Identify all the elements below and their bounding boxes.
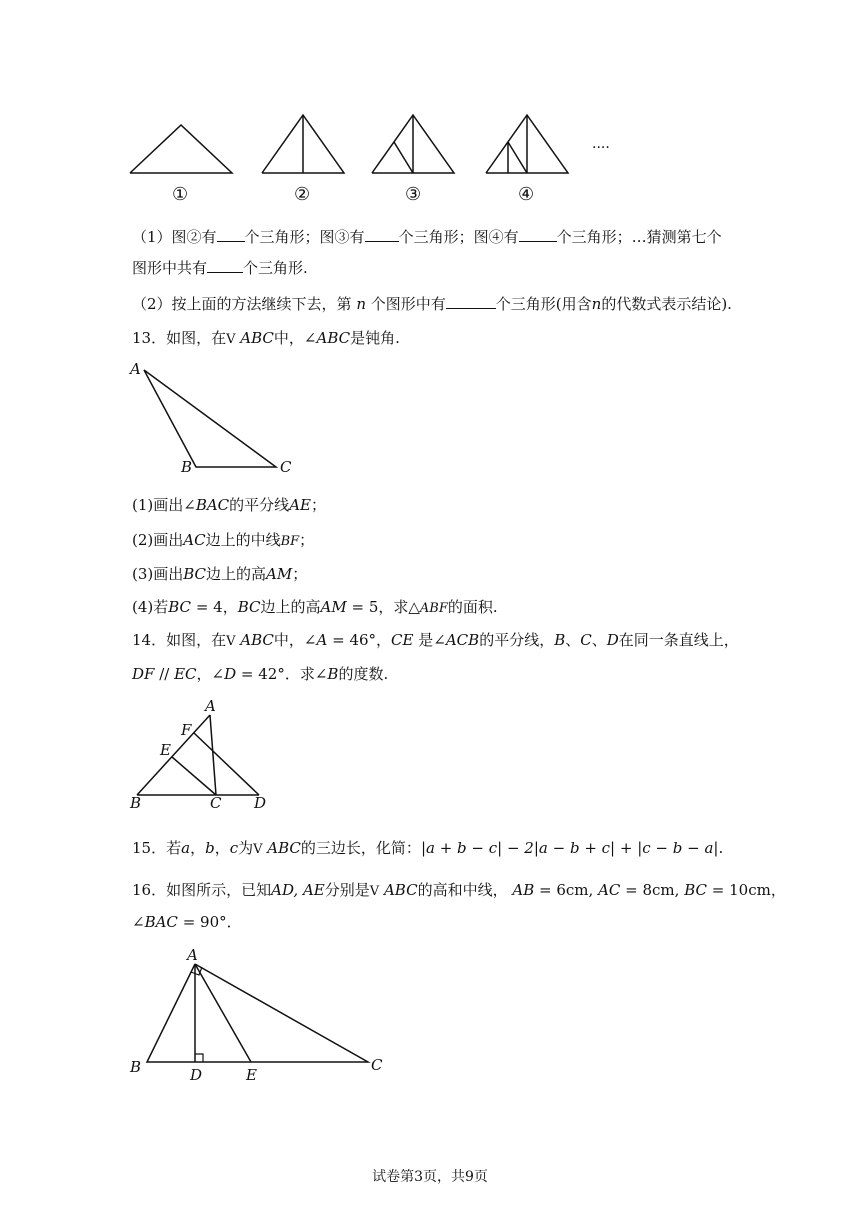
q14-label-C: C	[210, 794, 222, 812]
q13-stem: 13．如图，在V ABC中，∠ABC是钝角.	[132, 329, 400, 347]
q14-label-D: D	[254, 794, 267, 812]
q12-figure-label-3: ③	[405, 184, 422, 205]
q14-triangle-figure	[128, 700, 268, 802]
q12-figure-label-4: ④	[518, 184, 535, 205]
q12-figure-3	[370, 112, 458, 176]
q12-figure-label-2: ②	[294, 184, 311, 205]
q12-figure-label-1: ①	[172, 184, 189, 205]
q16-stem-line1: 16．如图所示，已知AD, AE分别是V ABC的高和中线， AB = 6cm, AC = 8cm, BC = 10cm，	[132, 881, 786, 899]
question-number: 16．	[132, 881, 167, 899]
question-number: 13．	[132, 329, 167, 347]
q16-label-A: A	[187, 946, 198, 964]
answer-blank[interactable]	[446, 294, 496, 309]
q16-label-E: E	[246, 1066, 257, 1084]
q14-label-F: F	[181, 721, 192, 739]
q13-label-B: B	[181, 458, 193, 476]
q13-subq-4: (4)若BC = 4，BC边上的高AM = 5，求△ABF的面积.	[132, 598, 498, 616]
q14-stem-line1: 14．如图，在V ABC中，∠A = 46°，CE 是∠ACB的平分线，B、C、D在同一条直线上，	[132, 631, 739, 649]
q13-label-A: A	[130, 360, 141, 378]
q15-stem: 15．若a，b，c为V ABC的三边长，化简：|a + b − c| − 2|a − b + c| + |c − b − a|.	[132, 839, 724, 857]
q12-part2-line: （2）按上面的方法继续下去，第 n 个图形中有 个三角形(用含n的代数式表示结论).	[132, 295, 732, 313]
answer-blank[interactable]	[519, 227, 557, 242]
q16-stem-line2: ∠BAC = 90°．	[132, 913, 242, 931]
q14-label-B: B	[130, 794, 142, 812]
q14-label-A: A	[205, 697, 216, 715]
question-number: 15．	[132, 839, 167, 857]
q13-triangle-figure	[128, 358, 298, 480]
q13-subq-1: (1)画出∠BAC的平分线AE；	[132, 496, 326, 514]
q12-figure-1	[128, 122, 236, 176]
q13-subq-2: (2)画出AC边上的中线BF；	[132, 531, 315, 549]
q12-figure-2	[260, 112, 348, 176]
q13-subq-3: (3)画出BC边上的高AM；	[132, 565, 308, 583]
q16-label-D: D	[190, 1066, 203, 1084]
question-number: 14．	[132, 631, 167, 649]
q14-stem-line2: DF // EC，∠D = 42°．求∠B的度数.	[132, 665, 389, 683]
q14-label-E: E	[160, 741, 171, 759]
page-footer: 试卷第3页，共9页	[372, 1169, 488, 1185]
answer-blank[interactable]	[207, 258, 243, 273]
q12-ellipsis: ....	[592, 136, 610, 152]
q16-triangle-figure	[128, 950, 378, 1070]
q15-expression: |a + b − c| − 2|a − b + c| + |c − b − a|	[420, 839, 719, 857]
q13-label-C: C	[280, 458, 292, 476]
q16-label-C: C	[371, 1056, 383, 1074]
answer-blank[interactable]	[365, 227, 399, 242]
answer-blank[interactable]	[217, 227, 245, 242]
q12-part1-line2: 图形中共有 个三角形.	[132, 259, 308, 277]
q12-figure-4	[484, 112, 572, 176]
q12-part1-line1: （1）图②有 个三角形；图③有 个三角形；图④有 个三角形；…猜测第七个	[132, 228, 722, 246]
q16-label-B: B	[130, 1058, 142, 1076]
